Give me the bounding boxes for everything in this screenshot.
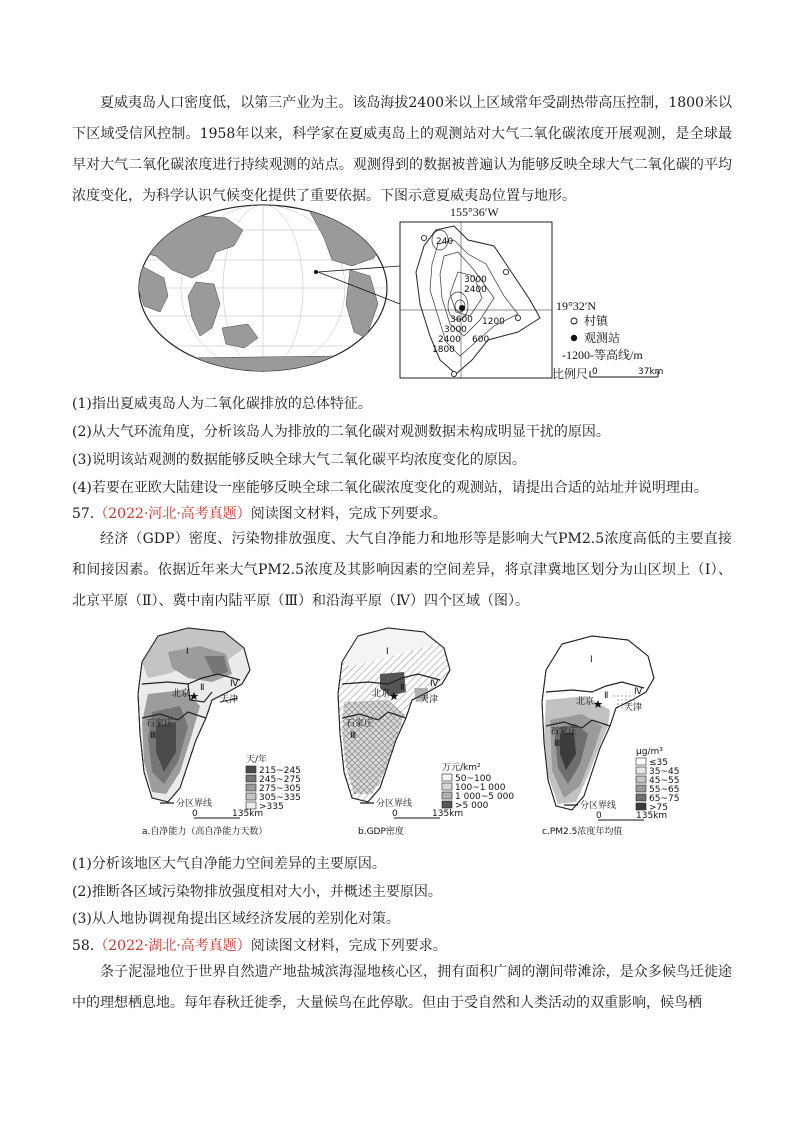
region-i-label: Ⅰ [590, 655, 593, 665]
region-iv-label: Ⅳ [430, 679, 439, 689]
legend-swatch [442, 792, 452, 799]
region-iv-label: Ⅳ [634, 687, 643, 697]
boundary-label: 分区界线 [376, 799, 413, 809]
legend-label: 215~245 [259, 766, 301, 776]
hawaii-legend [552, 313, 663, 381]
question-57-part-3: (3)从人地协调视角提出区域经济发展的差别化对策。 [72, 911, 400, 927]
legend-label: >75 [649, 803, 668, 813]
legend-station: 观测站 [584, 331, 621, 345]
hawaii-question-1: (1)指出夏威夷岛人为二氧化碳排放的总体特征。 [72, 396, 372, 412]
question-57-part-2: (2)推断各区域污染物排放强度相对大小，并概述主要原因。 [72, 884, 442, 900]
hawaii-location-figure [138, 200, 698, 386]
question-57-part-1: (1)分析该地区大气自净能力空间差异的主要原因。 [72, 856, 386, 872]
scale-zero: 0 [592, 367, 598, 377]
region-i-label: Ⅰ [186, 647, 189, 657]
beijing-label: 北京 [172, 689, 191, 699]
hawaii-question-4: (4)若要在亚欧大陆建设一座能够反映全球二氧化碳浓度变化的观测站，请提出合适的站址并说明理由。 [72, 480, 708, 496]
map-c-legend [636, 758, 679, 813]
legend-label: 50~100 [455, 774, 492, 784]
contour-label: 2400 [464, 285, 487, 295]
scale-zero: 0 [392, 809, 398, 819]
legend-label: 55~65 [649, 785, 680, 795]
contour-label: 3000 [464, 275, 487, 285]
region-iii-label: Ⅲ [350, 731, 357, 741]
map-a-self-purification [138, 628, 301, 837]
question-57-paragraph: 经济（GDP）密度、污染物排放强度、大气自净能力和地形等是影响大气PM2.5浓度高低的主要直接和间接因素。依据近年来大气PM2.5浓度及其影响因素的空间差异，将京津冀地区划分为山区坝上（Ⅰ）、北京平原（Ⅱ）、冀中南内陆平原（Ⅲ）和沿海平原（Ⅳ）四个区域（图）。 [72, 531, 732, 609]
legend-label: 1 000~5 000 [455, 792, 515, 802]
latitude-label: 19°32′N [556, 299, 597, 313]
contour-label: 2400 [438, 335, 461, 345]
contour-label: 1200 [482, 317, 505, 327]
scale-zero: 0 [192, 809, 198, 819]
legend-swatch [246, 802, 256, 809]
contour-label: 600 [472, 335, 490, 345]
scale-label: 比例尺 [552, 367, 589, 381]
legend-swatch [442, 801, 452, 808]
scale-zero: 0 [596, 811, 602, 821]
hawaii-question-2: (2)从大气环流角度，分析该岛人为排放的二氧化碳对观测数据未构成明显干扰的原因。 [72, 424, 610, 440]
region-iii-label: Ⅲ [554, 739, 561, 749]
legend-village: 村镇 [584, 314, 609, 328]
scale-max: 135km [232, 809, 264, 819]
region-i-label: Ⅰ [386, 647, 389, 657]
intro-paragraph: 夏威夷岛人口密度低，以第三产业为主。该岛海拔2400米以上区域常年受副热带高压控制，1800米以下区域受信风控制。1958年以来，科学家在夏威夷岛上的观测站对大气二氧化碳浓度开展观测，是全球最早对大气二氧化碳浓度进行持续观测的站点。观测得到的数据被普遍认为能够反映全球大气二氧化碳的平均浓度变化，为科学认识气候变化提供了重要依据。下图示意夏威夷岛位置与地形。 [72, 95, 732, 204]
legend-label: 35~45 [649, 767, 680, 777]
boundary-label: 分区界线 [580, 801, 617, 811]
question-source: （2022·湖北·高考真题） [94, 938, 251, 954]
tianjin-label: 天津 [624, 703, 643, 713]
beijing-label: 北京 [576, 697, 595, 707]
map-c-caption: c.PM2.5浓度年均值 [542, 827, 623, 837]
contour-label: 240 [436, 237, 454, 247]
scale-max: 135km [432, 809, 464, 819]
legend-swatch [246, 766, 256, 773]
legend-label: >335 [259, 802, 284, 812]
map-b-legend [442, 774, 514, 811]
legend-swatch [636, 758, 646, 765]
legend-contour: -1200-等高线/m [562, 348, 643, 362]
legend-swatch [636, 794, 646, 801]
map-b-gdp-density [338, 628, 514, 837]
contour-label: 3600 [450, 315, 473, 325]
contour-label: 3000 [444, 325, 467, 335]
hawaii-island-map [400, 222, 552, 378]
map-b-legend-title: 万元/km² [442, 763, 481, 773]
legend-swatch [442, 774, 452, 781]
legend-label: ≤35 [649, 758, 668, 768]
region-ii-label: Ⅱ [400, 683, 405, 693]
scale-max: 37km [638, 367, 664, 377]
world-map [138, 200, 388, 376]
legend-swatch [636, 776, 646, 783]
legend-label: 305~335 [259, 793, 301, 803]
map-b-caption: b.GDP密度 [358, 827, 404, 837]
question-number: 57. [72, 506, 95, 522]
region-iii-label: Ⅲ [150, 731, 157, 741]
legend-label: >5 000 [455, 801, 489, 811]
shijiazhuang-label: 石家庄 [346, 719, 374, 729]
legend-label: 275~305 [259, 784, 301, 794]
legend-label: 245~275 [259, 775, 301, 785]
shijiazhuang-label: 石家庄 [146, 719, 174, 729]
region-ii-label: Ⅱ [200, 683, 205, 693]
longitude-label: 155°36′W [450, 205, 499, 219]
legend-swatch [246, 784, 256, 791]
map-a-legend [246, 766, 301, 812]
question-instruction: 阅读图文材料，完成下列要求。 [250, 938, 447, 954]
legend-label: 65~75 [649, 794, 680, 804]
contour-label: 1800 [432, 345, 455, 355]
question-source: （2022·河北·高考真题） [94, 506, 251, 522]
question-58-paragraph: 条子泥湿地位于世界自然遗产地盐城滨海湿地核心区，拥有面积广阔的潮间带滩涂，是众多候鸟迁徙途中的理想栖息地。每年春秋迁徙季，大量候鸟在此停歇。但由于受自然和人类活动的双重影响，候鸟栖 [72, 964, 732, 1011]
map-a-legend-title: 天/年 [246, 755, 268, 765]
tianjin-label: 天津 [220, 695, 239, 705]
shijiazhuang-label: 石家庄 [550, 727, 578, 737]
hawaii-question-3: (3)说明该站观测的数据能够反映全球大气二氧化碳平均浓度变化的原因。 [72, 452, 526, 468]
beijing-label: 北京 [372, 689, 391, 699]
boundary-label: 分区界线 [176, 799, 213, 809]
region-ii-label: Ⅱ [604, 691, 609, 701]
legend-swatch [636, 767, 646, 774]
legend-swatch [246, 793, 256, 800]
legend-swatch [246, 775, 256, 782]
legend-swatch [442, 783, 452, 790]
legend-swatch [636, 803, 646, 810]
region-iv-label: Ⅳ [230, 679, 239, 689]
scale-max: 135km [636, 811, 668, 821]
tianjin-label: 天津 [420, 695, 439, 705]
legend-label: 100~1 000 [455, 783, 506, 793]
map-c-pm25 [542, 636, 679, 837]
legend-swatch [636, 785, 646, 792]
question-number: 58. [72, 938, 95, 954]
map-c-legend-title: μg/m³ [636, 747, 663, 757]
legend-label: 45~55 [649, 776, 680, 786]
question-instruction: 阅读图文材料，完成下列要求。 [250, 506, 447, 522]
map-a-caption: a.自净能力（高自净能力天数） [142, 827, 268, 837]
question-58-heading [72, 933, 447, 959]
jingjinji-maps [128, 622, 698, 850]
